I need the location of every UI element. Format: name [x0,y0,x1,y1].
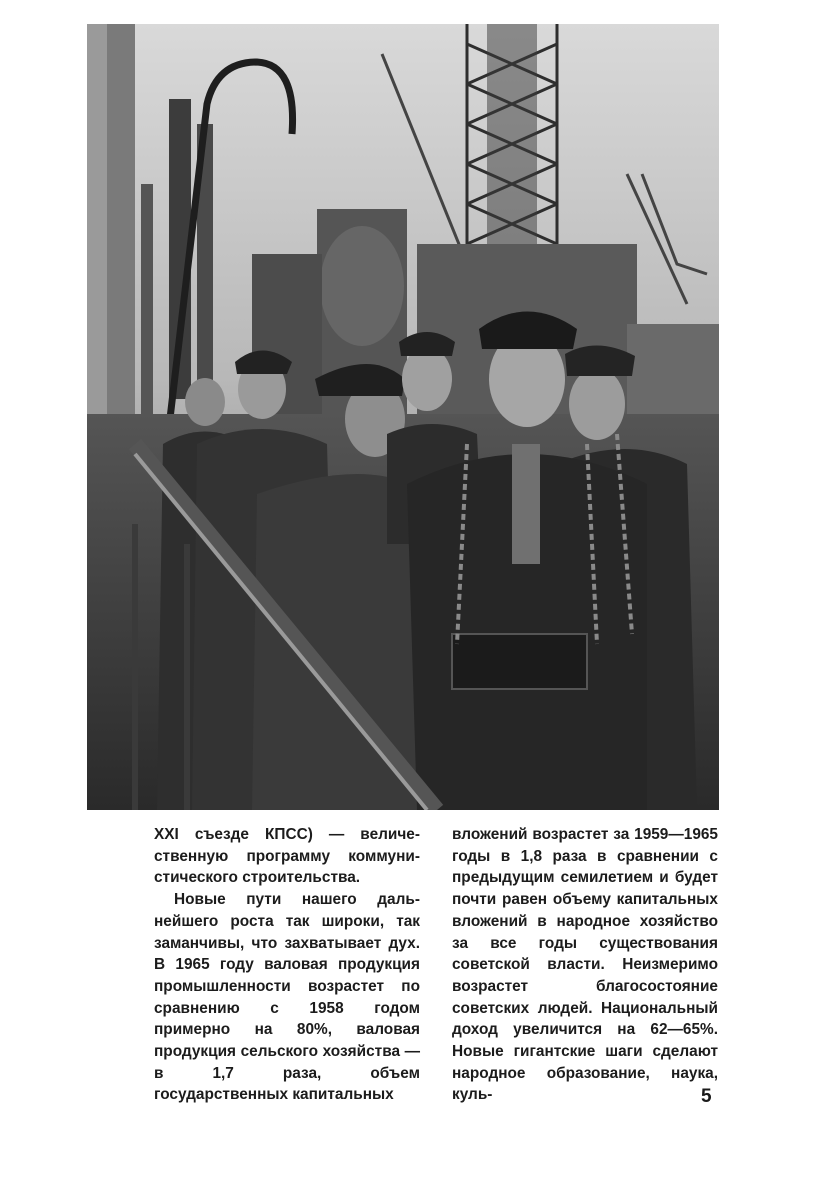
left-paragraph-2: Новые пути нашего дальнейшего роста так широки, так заманчивы, что захватывает дух. В 1965 году валовая продукция промышленности возрастет по сравнению с 1958 годом примерно на 80%, валовая продукция сельского хозяйства — в 1,7 раза, объем государственных капитальных [154,891,420,1104]
page-number: 5 [701,1086,712,1107]
workers-photo [87,24,719,810]
left-column [154,824,420,1106]
right-paragraph-1: вложений возрастет за 1959—1965 годы в 1,8 раза в сравнении с предыдущим семилетием и будет почти равен объему капитальных вложений в народное хозяйство за все годы существования советской власти. Неизмеримо возрастет благосостояние советских людей. Национальный доход увеличится на 62—65%. Новые гигантские шаги сделают народное образование, наука, куль- [452,826,718,1104]
right-column [452,824,718,1106]
article-text [154,824,720,1104]
workers-photo-illustration [87,24,719,810]
left-paragraph-1: XXI съезде КПСС) — величественную программу коммунистического строительства. [154,826,420,887]
